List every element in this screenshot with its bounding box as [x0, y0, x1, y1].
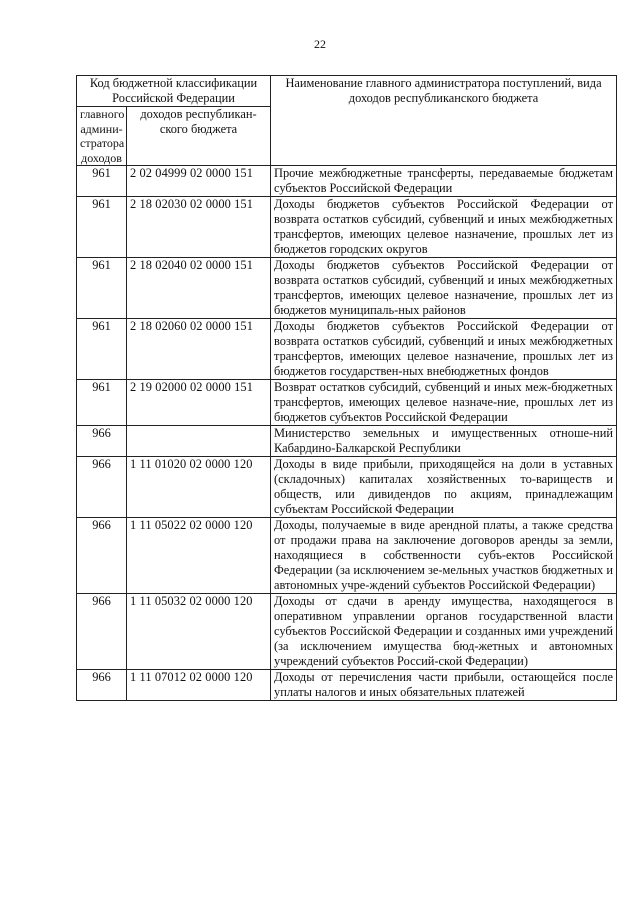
income-name-cell: Доходы бюджетов субъектов Российской Федерации от возврата остатков субсидий, субвенций и иных межбюджетных трансфертов, имеющих целевое назначение, прошлых лет из бюджетов государствен-ных внебюджетных фондов [271, 319, 617, 380]
table-body [77, 166, 617, 701]
income-code-cell: 1 11 07012 02 0000 120 [127, 670, 271, 701]
income-code-cell: 1 11 05032 02 0000 120 [127, 594, 271, 670]
administrator-code-cell: 961 [77, 166, 127, 197]
page-number: 22 [314, 37, 326, 51]
income-code-cell: 2 18 02030 02 0000 151 [127, 197, 271, 258]
administrator-code-cell: 966 [77, 426, 127, 457]
income-code-cell: 1 11 01020 02 0000 120 [127, 457, 271, 518]
administrator-code-cell: 966 [77, 594, 127, 670]
administrator-code-cell: 961 [77, 258, 127, 319]
table-row [77, 166, 617, 197]
income-name-cell: Министерство земельных и имущественных отноше-ний Кабардино-Балкарской Республики [271, 426, 617, 457]
administrator-code-cell: 966 [77, 670, 127, 701]
administrator-code-cell: 966 [77, 518, 127, 594]
table-row [77, 319, 617, 380]
table-row [77, 594, 617, 670]
administrator-code-cell: 961 [77, 319, 127, 380]
income-name-cell: Возврат остатков субсидий, субвенций и иных меж-бюджетных трансфертов, имеющих целевое назначе-ние, прошлых лет из бюджетов субъектов Российской Федерации [271, 380, 617, 426]
table-row [77, 457, 617, 518]
income-name-cell: Доходы, получаемые в виде арендной платы, а также средства от продажи права на заключение договоров аренды за земли, находящиеся в собственности субъ-ектов Российской Федерации (за исключением зе-мельных участков бюджетных и автономных учре-ждений субъектов Российской Федерации) [271, 518, 617, 594]
income-code-cell: 2 19 02000 02 0000 151 [127, 380, 271, 426]
header-classification-code: Код бюджетной классификации Российской Федерации [77, 76, 271, 107]
income-name-cell: Доходы от перечисления части прибыли, остающейся после уплаты налогов и иных обязательных платежей [271, 670, 617, 701]
header-administrator-name: Наименование главного администратора поступлений, вида доходов республиканского бюджета [271, 76, 617, 166]
header-main-administrator: главного админи-стратора доходов [77, 107, 127, 166]
table-row [77, 197, 617, 258]
income-name-cell: Доходы бюджетов субъектов Российской Федерации от возврата остатков субсидий, субвенций и иных межбюджетных трансфертов, имеющих целевое назначение, прошлых лет из бюджетов городских округов [271, 197, 617, 258]
table-row [77, 426, 617, 457]
income-name-cell: Доходы от сдачи в аренду имущества, находящегося в оперативном управлении органов государственной власти субъектов Российской Федерации и созданных ими учреждений (за исключением имущества бюд-жетных и автономных учреждений субъектов Россий-ской Федерации) [271, 594, 617, 670]
income-name-cell: Доходы в виде прибыли, приходящейся на доли в уставных (складочных) капиталах хозяйственных то-вариществ и обществ, или дивидендов по акциям, принадлежащим субъектам Российской Федерации [271, 457, 617, 518]
table-row [77, 258, 617, 319]
income-code-cell: 2 02 04999 02 0000 151 [127, 166, 271, 197]
header-republican-income: доходов республикан-ского бюджета [127, 107, 271, 166]
income-code-cell: 1 11 05022 02 0000 120 [127, 518, 271, 594]
income-name-cell: Доходы бюджетов субъектов Российской Федерации от возврата остатков субсидий, субвенций и иных межбюджетных трансфертов, имеющих целевое назначение, прошлых лет из бюджетов муниципаль-ных районов [271, 258, 617, 319]
administrator-code-cell: 961 [77, 380, 127, 426]
table-row [77, 670, 617, 701]
income-code-cell [127, 426, 271, 457]
income-name-cell: Прочие межбюджетные трансферты, передаваемые бюджетам субъектов Российской Федерации [271, 166, 617, 197]
table-row [77, 518, 617, 594]
administrator-code-cell: 961 [77, 197, 127, 258]
administrator-code-cell: 966 [77, 457, 127, 518]
income-code-cell: 2 18 02040 02 0000 151 [127, 258, 271, 319]
budget-classification-table [76, 75, 617, 701]
table-row [77, 380, 617, 426]
income-code-cell: 2 18 02060 02 0000 151 [127, 319, 271, 380]
